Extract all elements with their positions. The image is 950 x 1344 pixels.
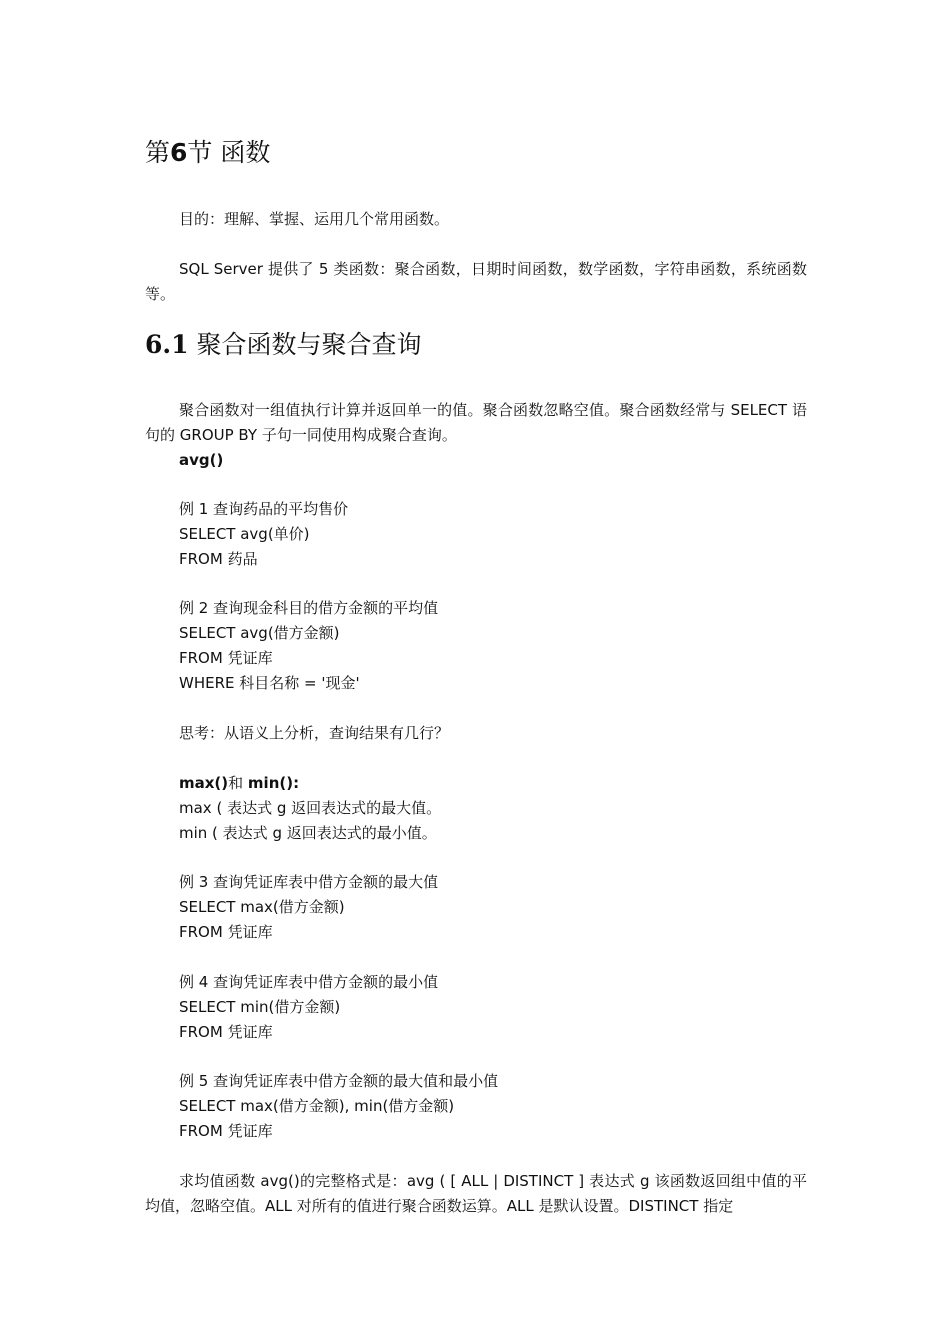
purpose-text: 目的：理解、掌握、运用几个常用函数。 (179, 210, 450, 228)
example-2-code-line: SELECT avg(借方金额) (179, 624, 340, 642)
example-4-code-line: SELECT min(借方金额) (179, 998, 341, 1016)
example-1-code-line: FROM 药品 (179, 550, 258, 568)
example-2-title: 例 2 查询现金科目的借方金额的平均值 (179, 599, 439, 617)
max-description: max ( 表达式 g 返回表达式的最大值。 (179, 799, 442, 817)
example-4-code-line: FROM 凭证库 (179, 1023, 273, 1041)
avg-heading: avg() (179, 451, 224, 469)
example-2-code-line: WHERE 科目名称 = '现金' (179, 674, 360, 692)
example-3-code-line: SELECT max(借方金额) (179, 898, 345, 916)
example-4-title: 例 4 查询凭证库表中借方金额的最小值 (179, 973, 439, 991)
section-number: 6.1 (145, 330, 189, 359)
chapter-number: 6 (170, 138, 188, 167)
think-question: 思考：从语义上分析，查询结果有几行？ (179, 724, 450, 742)
example-3-title: 例 3 查询凭证库表中借方金额的最大值 (179, 873, 439, 891)
example-5-code-line: FROM 凭证库 (179, 1122, 273, 1140)
min-description: min ( 表达式 g 返回表达式的最小值。 (179, 824, 437, 842)
chapter-heading (145, 136, 270, 170)
avg-full-format-paragraph: 求均值函数 avg()的完整格式是：avg ( [ ALL | DISTINCT ] 表达式 g 该函数返回组中值的平均值，忽略空值。ALL 对所有的值进行聚合函数运算。ALL 是默认设置。DISTINCT 指定 (145, 1172, 807, 1215)
intro-paragraph: SQL Server 提供了 5 类函数：聚合函数，日期时间函数，数学函数，字符串函数，系统函数等。 (145, 260, 807, 303)
example-3-code-line: FROM 凭证库 (179, 923, 273, 941)
chapter-heading-prefix: 第 (145, 138, 171, 167)
section-intro-paragraph: 聚合函数对一组值执行计算并返回单一的值。聚合函数忽略空值。聚合函数经常与 SELECT 语句的 GROUP BY 子句一同使用构成聚合查询。 (145, 401, 807, 444)
and-word: 和 (228, 774, 248, 792)
example-2-code-line: FROM 凭证库 (179, 649, 273, 667)
example-5-code-line: SELECT max(借方金额), min(借方金额) (179, 1097, 455, 1115)
section-title: 聚合函数与聚合查询 (188, 330, 422, 359)
example-5-title: 例 5 查询凭证库表中借方金额的最大值和最小值 (179, 1072, 499, 1090)
maxmin-heading (179, 773, 299, 793)
section-heading (145, 328, 421, 362)
chapter-heading-suffix: 节 函数 (187, 138, 271, 167)
min-keyword: min(): (247, 774, 300, 792)
example-1-code-line: SELECT avg(单价) (179, 525, 310, 543)
example-1-title: 例 1 查询药品的平均售价 (179, 500, 349, 518)
max-keyword: max() (179, 774, 229, 792)
